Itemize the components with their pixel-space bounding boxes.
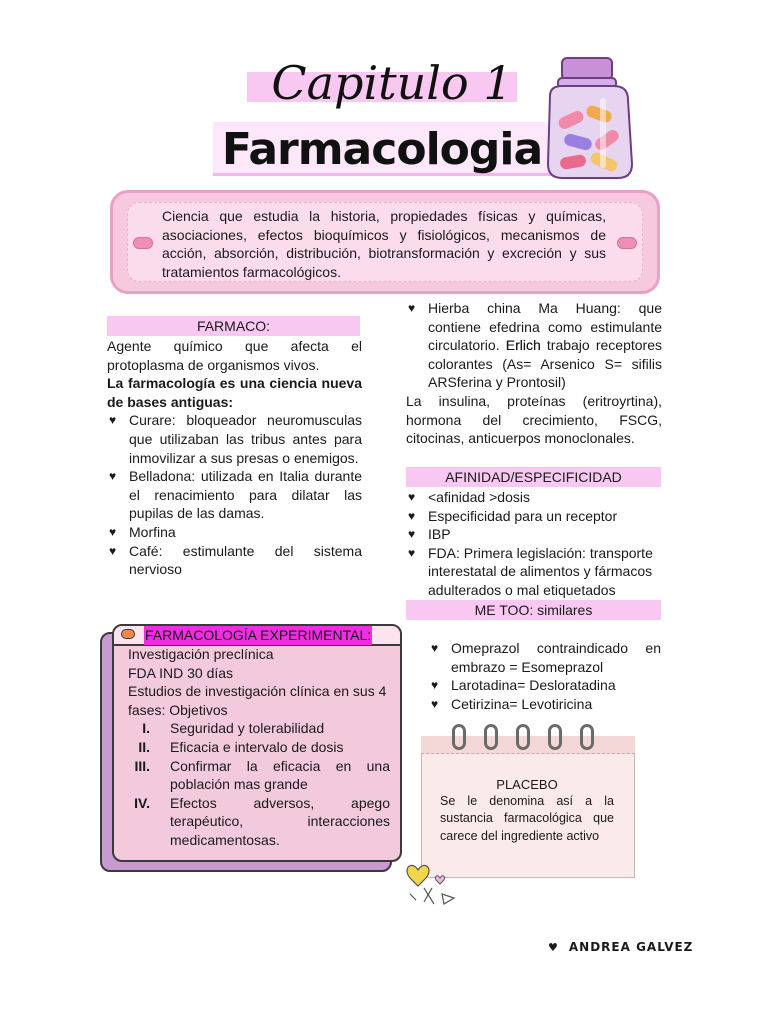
history-list (406, 299, 662, 392)
list-item: ♥ Morfina (109, 523, 176, 540)
phase-list (128, 719, 390, 849)
list-item: ♥ <afinidad >dosis (408, 489, 530, 505)
afinidad-section (406, 488, 662, 600)
history-section (406, 299, 662, 448)
chapter-heading: Capitulo 1 (271, 56, 513, 110)
list-item: I. Seguridad y tolerabilidad (128, 719, 390, 738)
insulina-paragraph: La insulina, proteínas (eritroyrtina), hormona del crecimiento, FSCG, citocinas, anticuerpos monoclonales. (406, 392, 662, 447)
list-item: ♥ FDA: Primera legislación: transporte interestatal de alimentos y fármacos adulterados o mal etiquetados (408, 544, 653, 598)
list-item: ♥ IBP (408, 526, 451, 543)
farmaco-heading: FARMACO: (107, 316, 360, 336)
farmaco-bold-statement: La farmacología es una ciencia nueva de bases antiguas: (107, 375, 362, 410)
heart-bullet-icon: ♥ (431, 696, 439, 711)
farmaco-definition: Agente químico que afecta el protoplasma de organismos vivos. (107, 338, 362, 373)
experimental-line: FDA IND 30 días (128, 664, 234, 681)
heart-bullet-icon: ♥ (408, 527, 416, 542)
spiral-ring-icon (580, 724, 594, 750)
heart-bullet-icon: ♥ (109, 543, 117, 558)
afinidad-list (406, 488, 662, 600)
list-item: ♥ Belladona: utilizada en Italia durante el renacimiento para dilatar las pupilas de las damas. (109, 468, 362, 522)
spiral-ring-icon (548, 724, 562, 750)
definition-text: Ciencia que estudia la historia, propiedades físicas y químicas, asociaciones, efectos bioquímicos y fisiológicos, mecanismos de acción, absorción, distribución, biotransformación y excreción y sus tratamientos farmacológicos. (162, 208, 606, 280)
author-signature (548, 938, 694, 957)
heart-bullet-icon: ♥ (548, 941, 559, 954)
me-too-heading: ME TOO: similares (406, 600, 661, 620)
author-name: ANDREA GALVEZ (568, 940, 694, 954)
heart-bullet-icon: ♥ (109, 413, 117, 428)
erlich-name: Erlich (505, 337, 541, 354)
experimental-section (128, 645, 390, 850)
list-item: ♥ Cetirizina= Levotiricina (431, 695, 593, 712)
phase-number: II. (138, 738, 150, 755)
farmaco-list (107, 411, 362, 578)
heart-bullet-icon: ♥ (109, 469, 117, 484)
farmaco-section (107, 337, 362, 579)
heart-bullet-icon: ♥ (408, 545, 416, 560)
afinidad-heading: AFINIDAD/ESPECIFICIDAD (406, 467, 661, 487)
page-title: Farmacologia (221, 124, 543, 175)
heart-bullet-icon: ♥ (431, 678, 439, 693)
experimental-heading: FARMACOLOGÍA EXPERIMENTAL: (145, 627, 372, 643)
phase-number: III. (134, 757, 150, 774)
pill-decoration-right (617, 237, 637, 249)
pill-jar-icon (540, 52, 640, 184)
list-item: ♥ Larotadina= Desloratadina (431, 677, 616, 694)
heart-bullet-icon: ♥ (431, 641, 439, 655)
me-too-list (429, 639, 661, 713)
list-item: IV. Efectos adversos, apego terapéutico, interacciones medicamentosas. (128, 794, 390, 850)
experimental-line: Estudios de investigación clínica en sus 4 fases: Objetivos (128, 683, 387, 718)
list-item: ♥ Café: estimulante del sistema nervioso (109, 542, 362, 578)
spiral-ring-icon (516, 724, 530, 750)
list-item: ♥ Omeprazol contraindicado en embrazo = Esomeprazol (431, 640, 661, 675)
list-item: ♥ Hierba china Ma Huang: que contiene efedrina como estimulante circulatorio. Erlich trabajo receptores colorantes (As= Arsenico S= sifilis ARSferina y Prontosil) (408, 300, 663, 391)
heart-bullet-icon: ♥ (408, 490, 416, 504)
window-dot-icon (121, 629, 135, 639)
phase-number: I. (142, 720, 150, 737)
heart-bullet-icon: ♥ (408, 508, 416, 523)
phase-number: IV. (134, 794, 150, 811)
ars-abbrev: ARS (428, 374, 457, 391)
experimental-line: Investigación preclínica (128, 646, 274, 662)
pill-decoration-left (133, 237, 153, 249)
list-item: ♥ Curare: bloqueador neuromusculas que utilizaban las tribus antes para inmovilizar a sus presas o enemigos. (109, 412, 362, 466)
list-item: II. Eficacia e intervalo de dosis (128, 738, 390, 757)
spiral-ring-icon (452, 724, 466, 750)
heart-bullet-icon: ♥ (109, 524, 117, 539)
heart-bullet-icon: ♥ (408, 301, 416, 315)
list-item: III. Confirmar la eficacia en una población mas grande (128, 757, 390, 794)
placebo-title: PLACEBO (496, 777, 558, 792)
placebo-text: Se le denomina así a la sustancia farmacológica que carece del ingrediente activo (440, 794, 614, 843)
list-item: ♥ Especificidad para un receptor (408, 507, 618, 524)
spiral-ring-icon (484, 724, 498, 750)
me-too-section (429, 639, 661, 713)
heart-doodle-icon (404, 858, 464, 908)
